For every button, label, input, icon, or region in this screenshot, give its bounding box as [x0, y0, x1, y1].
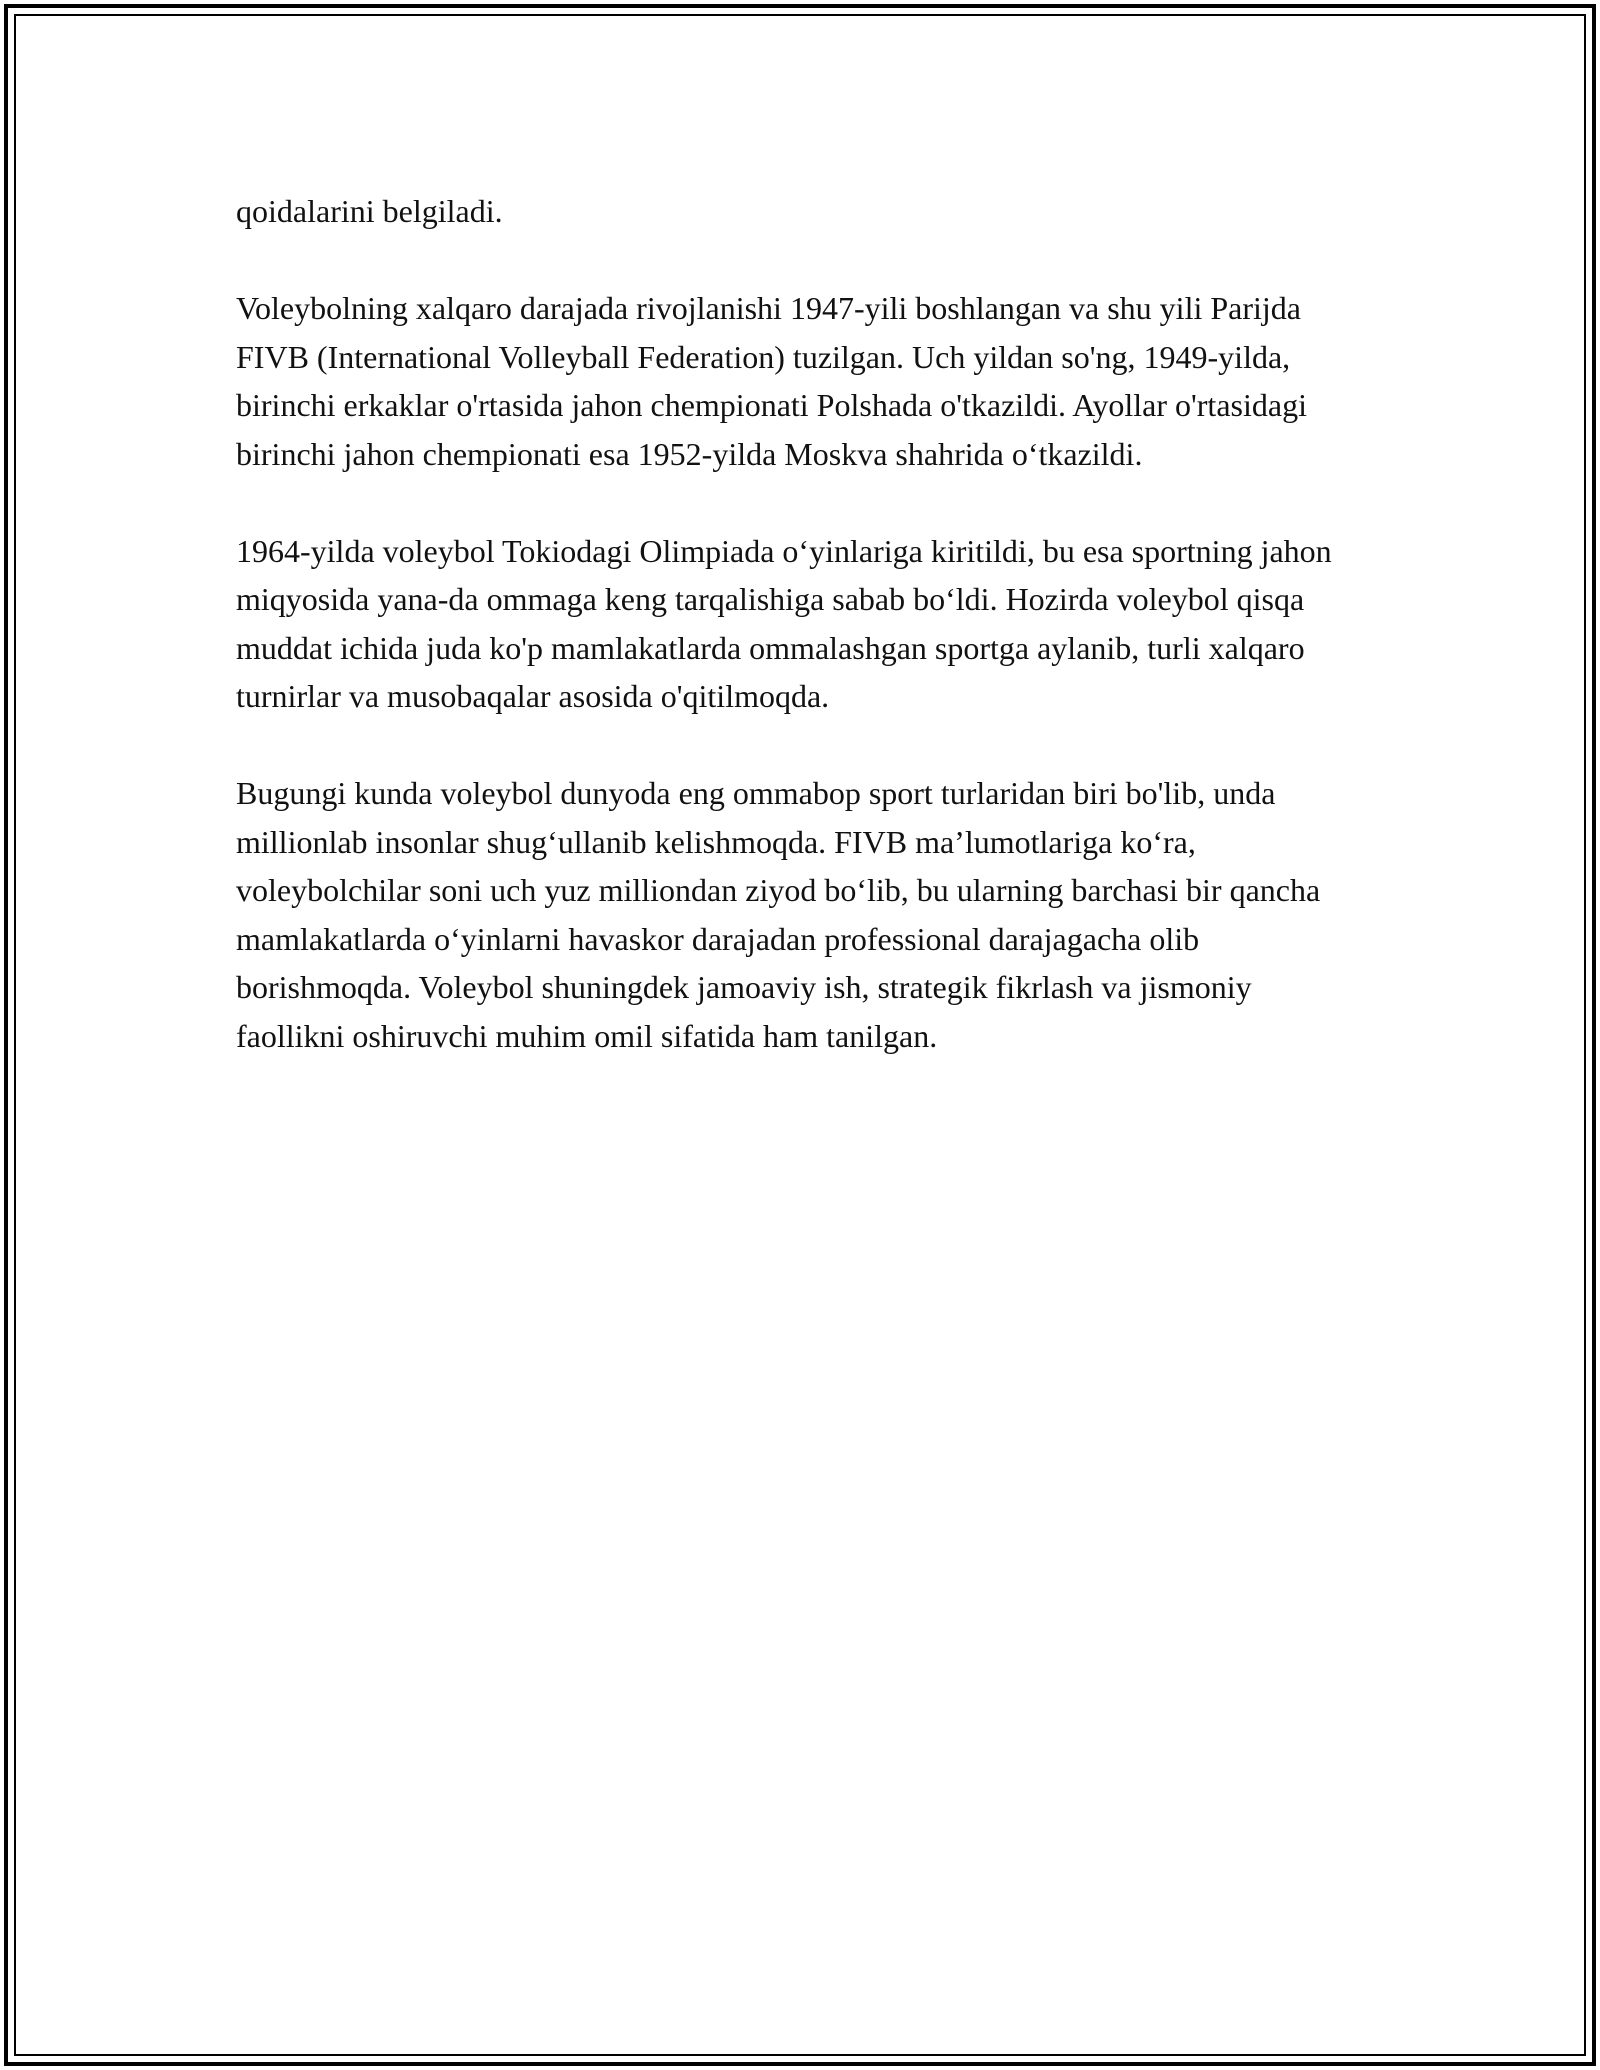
- paragraph-1: qoidalarini belgiladi.: [236, 193, 503, 229]
- paragraph-2: Voleybolning xalqaro darajada rivojlanishi 1947-yili boshlangan va shu yili Parijda FIVB (International Volleyball Federation) tuzilgan. Uch yildan so'ng, 1949-yilda, birinchi erkaklar o'rtasida jahon chempionati Polshada o'tkazildi. Ayollar o'rtasidagi birinchi jahon chempionati esa 1952-yilda Moskva shahrida o‘tkazildi.: [236, 290, 1307, 472]
- paragraph-3: 1964-yilda voleybol Tokiodagi Olimpiada o‘yinlariga kiritildi, bu esa sportning jahon miqyosida yana-da ommaga keng tarqalishiga sabab bo‘ldi. Hozirda voleybol qisqa muddat ichida juda ko'p mamlakatlarda ommalashgan sportga aylanib, turli xalqaro turnirlar va musobaqalar asosida o'qitilmoqda.: [236, 532, 1332, 714]
- paragraph-4: Bugungi kunda voleybol dunyoda eng ommabop sport turlaridan biri bo'lib, unda millionlab insonlar shug‘ullanib kelishmoqda. FIVB ma’lumotlariga ko‘ra, voleybolchilar soni uch yuz milliondan ziyod bo‘lib, bu ularning barchasi bir qancha mamlakatlarda o‘yinlarni havaskor darajadan professional darajagacha olib borishmoqda. Voleybol shuningdek jamoaviy ish, strategik fikrlash va jismoniy faollikni oshiruvchi muhim omil sifatida ham tanilgan.: [236, 775, 1321, 1054]
- document-body: [236, 187, 1366, 1060]
